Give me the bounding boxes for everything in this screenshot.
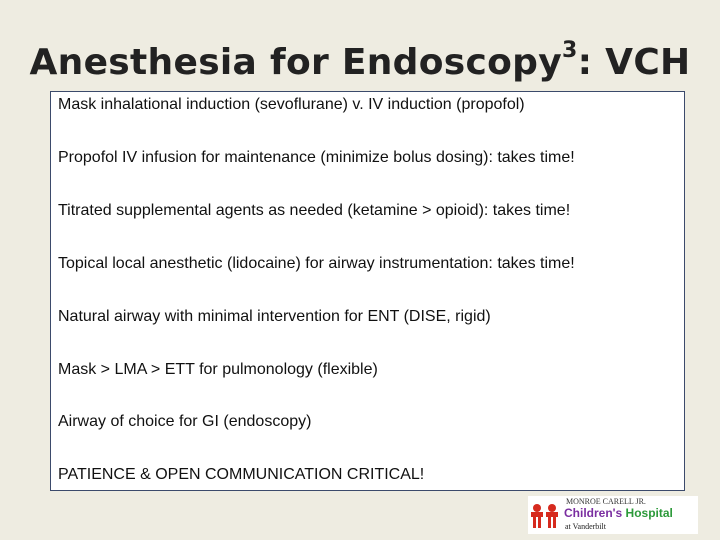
- bullet-item: Airway of choice for GI (endoscopy): [58, 413, 312, 430]
- bullet-item: Topical local anesthetic (lidocaine) for airway instrumentation: takes time!: [58, 255, 575, 272]
- title-text: Anesthesia for Endoscopy: [29, 42, 563, 83]
- bullet-item: Titrated supplemental agents as needed (ketamine > opioid): takes time!: [58, 202, 571, 219]
- paper-dolls-icon: [530, 501, 564, 531]
- bullet-item: Mask inhalational induction (sevoflurane) v. IV induction (propofol): [58, 96, 525, 113]
- bullet-item: Mask > LMA > ETT for pulmonology (flexible): [58, 361, 378, 378]
- logo-line3: at Vanderbilt: [565, 522, 606, 531]
- logo-hospital: Hospital: [625, 506, 673, 520]
- content-box: [50, 91, 685, 491]
- bullet-item: PATIENCE & OPEN COMMUNICATION CRITICAL!: [58, 466, 425, 483]
- logo-childrens: Children's: [564, 506, 623, 520]
- title-suffix: : VCH: [577, 42, 691, 83]
- hospital-logo: [528, 496, 698, 534]
- logo-line1: MONROE CARELL JR.: [566, 497, 646, 506]
- title-superscript: 3: [562, 38, 578, 63]
- slide-title: [0, 38, 720, 84]
- bullet-item: Natural airway with minimal intervention for ENT (DISE, rigid): [58, 308, 491, 325]
- bullet-item: Propofol IV infusion for maintenance (minimize bolus dosing): takes time!: [58, 149, 575, 166]
- logo-line2: [564, 506, 673, 520]
